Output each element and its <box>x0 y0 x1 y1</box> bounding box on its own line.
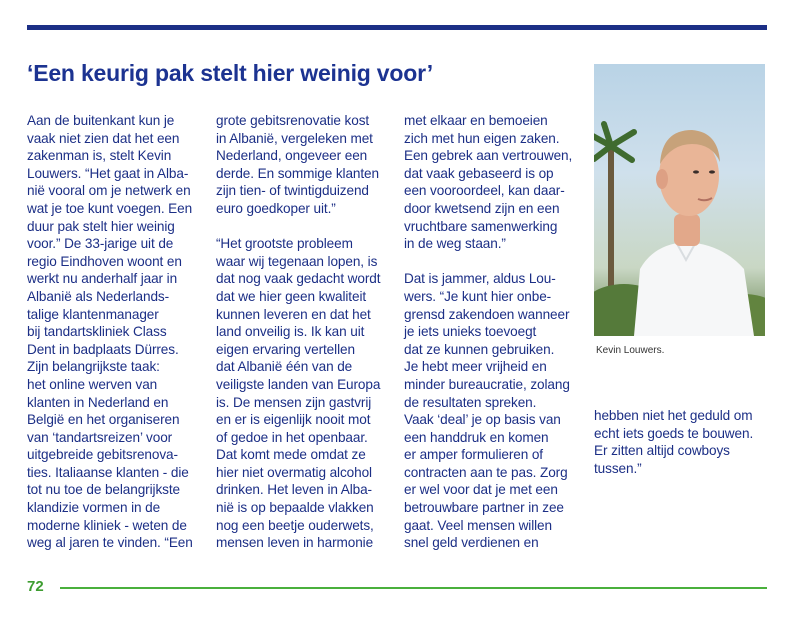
body-text-line: klanten in Nederland en <box>27 394 169 410</box>
body-text-line: in Albanië, vergeleken met <box>216 130 373 146</box>
body-text-line: Nederland, ongeveer een <box>216 148 368 164</box>
body-text-line: ties. Italiaanse klanten - die <box>27 464 189 480</box>
body-text-line: eigen ervaring vertellen <box>216 341 355 357</box>
body-text-line: zakenman is, stelt Kevin <box>27 148 172 164</box>
body-text-line: er wel voor dat je met een <box>404 482 558 498</box>
body-text-line: land onveilig is. Ik kan uit <box>216 324 365 340</box>
article-title: ‘Een keurig pak stelt hier weinig voor’ <box>27 60 433 86</box>
body-text-line: vruchtbare samenwerking <box>404 218 558 234</box>
body-text-line: werkt nu anderhalf jaar in <box>27 271 178 287</box>
article-column-3 <box>404 112 580 552</box>
body-text-line: in de weg staan.” <box>404 236 506 252</box>
body-text-line: het online werven van <box>27 376 158 392</box>
body-text-line: grote gebitsrenovatie kost <box>216 113 370 128</box>
body-text-line: Dent in badplaats Dürres. <box>27 341 179 357</box>
body-text-line: wat je toe kunt voegen. Een <box>27 200 193 216</box>
article-column-1 <box>27 112 203 552</box>
body-text-line: tot nu toe de belangrijkste <box>27 482 180 498</box>
body-text-line: door kwetsend zijn en een <box>404 200 560 216</box>
body-text-line: een handdruk en komen <box>404 429 549 445</box>
body-text-line: dat we hier geen kwaliteit <box>216 288 367 304</box>
body-text-line: van ‘tandartsreizen’ voor <box>27 429 173 445</box>
body-text-line: veiligste landen van Europa <box>216 376 381 392</box>
body-text-line: minder bureaucratie, zolang <box>404 376 570 392</box>
body-text-line: Vaak ‘deal’ je op basis van <box>404 412 561 428</box>
body-text-line: grensd zakendoen wanneer <box>404 306 570 322</box>
body-text-line: snel geld verdienen en <box>404 535 539 551</box>
body-text-line: euro goedkoper uit.” <box>216 200 336 216</box>
body-text-line: er amper formulieren of <box>404 447 543 463</box>
body-text-line: Een gebrek aan vertrouwen, <box>404 148 573 164</box>
body-text-line: vaak niet zien dat het een <box>27 130 180 146</box>
body-text-line: betrouwbare partner in zee <box>404 500 564 516</box>
body-text-line: hebben niet het geduld om <box>594 408 753 423</box>
body-text-line: met elkaar en bemoeien <box>404 113 548 128</box>
body-text-line: dat vaak gebaseerd is op <box>404 165 554 181</box>
body-text-line: voor.” De 33-jarige uit de <box>27 236 174 252</box>
body-text-line: wers. “Je kunt hier onbe- <box>404 288 552 304</box>
body-text-line: weg al jaren te vinden. “Een <box>27 535 193 551</box>
article-column-2 <box>216 112 392 552</box>
footer-rule <box>60 587 767 589</box>
body-text-line: of gedoe in het openbaar. <box>216 429 368 445</box>
body-text-line: je iets unieks toevoegt <box>404 324 537 340</box>
body-text-line: is. De mensen zijn gastvrij <box>216 394 372 410</box>
body-text-line: Zijn belangrijkste taak: <box>27 359 160 375</box>
body-text-line: België en het organiseren <box>27 412 180 428</box>
body-text-line: tussen.” <box>594 460 642 476</box>
top-rule <box>27 25 767 30</box>
body-text-line: een vooroordeel, kan daar- <box>404 183 565 199</box>
body-text-line: Er zitten altijd cowboys <box>594 443 730 459</box>
paragraph-break <box>404 253 580 271</box>
body-text-line: regio Eindhoven woont en <box>27 253 182 269</box>
portrait-photo <box>594 64 765 336</box>
body-text-line: en er is eigenlijk nooit mot <box>216 412 371 428</box>
body-text-line: duur pak stelt hier weinig <box>27 218 175 234</box>
body-text-line: bij tandartskliniek Class <box>27 324 167 340</box>
photo-caption: Kevin Louwers. <box>596 345 665 356</box>
page-number: 72 <box>27 578 44 595</box>
body-text-line: zich met hun eigen zaken. <box>404 130 560 146</box>
body-text-line: de resultaten spreken. <box>404 394 537 410</box>
article-column-4 <box>594 407 770 477</box>
body-text-line: Dat is jammer, aldus Lou- <box>404 271 556 287</box>
body-text-line: “Het grootste probleem <box>216 236 353 252</box>
body-text-line: waar wij tegenaan lopen, is <box>216 253 378 269</box>
body-text-line: klandizie vormen in de <box>27 500 161 516</box>
body-text-line: dat Albanië één van de <box>216 359 353 375</box>
body-text-line: dat ze kunnen gebruiken. <box>404 341 555 357</box>
body-text-line: gaat. Veel mensen willen <box>404 517 552 533</box>
body-text-line: dat nog vaak gedacht wordt <box>216 271 381 287</box>
body-text-line: zijn tien- of twintigduizend <box>216 183 369 199</box>
body-text-line: talige klantenmanager <box>27 306 159 322</box>
body-text-line: kunnen leveren en dat het <box>216 306 371 322</box>
body-text-line: mensen leven in harmonie <box>216 535 374 551</box>
paragraph-break <box>216 218 392 236</box>
body-text-line: Albanië als Nederlands- <box>27 288 170 304</box>
body-text-line: derde. En sommige klanten <box>216 165 379 181</box>
body-text-line: Aan de buitenkant kun je <box>27 113 175 128</box>
body-text-line: drinken. Het leven in Alba- <box>216 482 372 498</box>
body-text-line: Je hebt meer vrijheid en <box>404 359 547 375</box>
body-text-line: uitgebreide gebitsrenova- <box>27 447 178 463</box>
body-text-line: moderne kliniek - weten de <box>27 517 187 533</box>
body-text-line: echt iets goeds te bouwen. <box>594 425 754 441</box>
body-text-line: Dat komt mede omdat ze <box>216 447 366 463</box>
body-text-line: contracten aan te pas. Zorg <box>404 464 568 480</box>
body-text-line: hier niet overmatig alcohol <box>216 464 372 480</box>
body-text-line: nog een beetje ouderwets, <box>216 517 374 533</box>
body-text-line: nië is op bepaalde vlakken <box>216 500 374 516</box>
body-text-line: Louwers. “Het gaat in Alba- <box>27 165 189 181</box>
body-text-line: nië vooral om je netwerk en <box>27 183 191 199</box>
